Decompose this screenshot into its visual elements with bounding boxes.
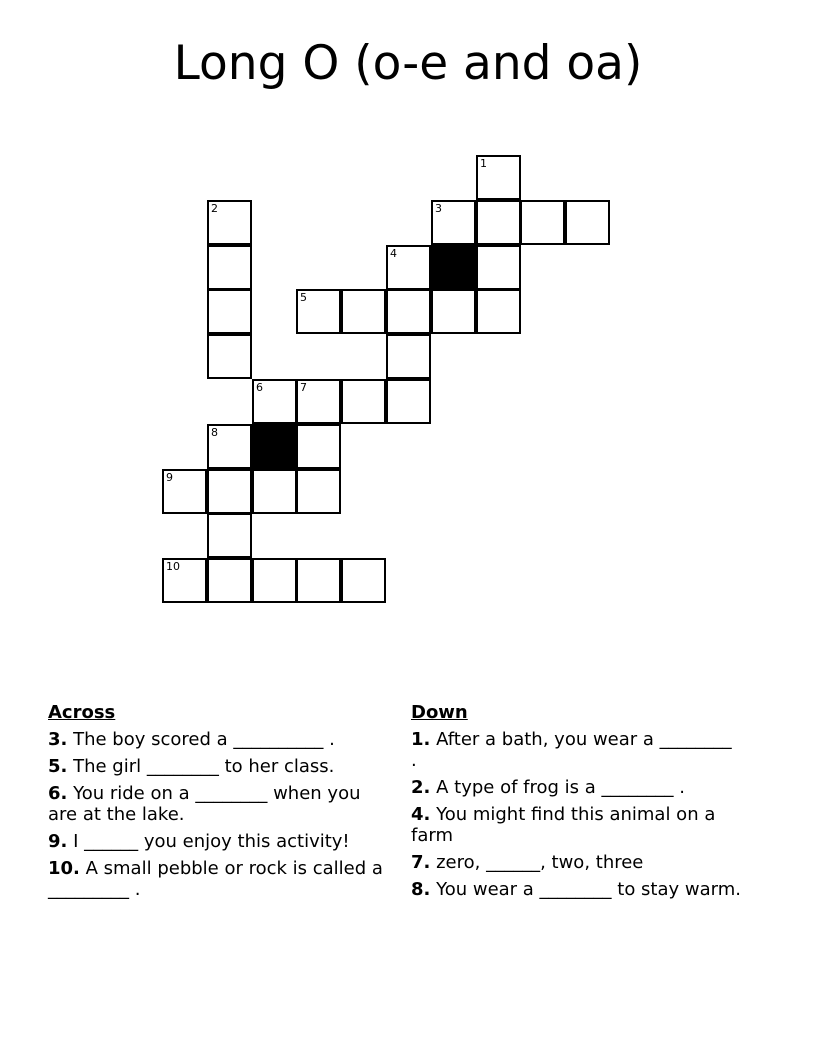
across-clues	[48, 702, 388, 906]
clue-number: 2	[211, 202, 218, 215]
black-cell	[252, 424, 297, 469]
clue-number: 6.	[48, 783, 68, 804]
across-clue	[48, 783, 388, 825]
clue-number: 9	[166, 471, 173, 484]
clue-number: 3.	[48, 729, 68, 750]
clue-number: 1.	[411, 729, 431, 750]
across-clue	[48, 729, 388, 750]
clue-number: 4	[390, 247, 397, 260]
grid-cell[interactable]	[476, 155, 521, 200]
grid-cell[interactable]	[162, 558, 207, 603]
grid-cell[interactable]	[207, 513, 252, 558]
grid-cell[interactable]	[296, 424, 341, 469]
grid-cell[interactable]	[252, 469, 297, 514]
grid-cell[interactable]	[341, 289, 386, 334]
grid-cell[interactable]	[207, 469, 252, 514]
grid-cell[interactable]	[431, 289, 476, 334]
grid-cell[interactable]	[565, 200, 610, 245]
grid-cell[interactable]	[207, 245, 252, 290]
grid-cell[interactable]	[296, 379, 341, 424]
black-cell	[431, 245, 476, 290]
clue-text: The girl ________ to her class.	[67, 756, 335, 777]
grid-cell[interactable]	[341, 379, 386, 424]
grid-cell[interactable]	[386, 289, 431, 334]
clue-number: 5	[300, 291, 307, 304]
clue-text: You ride on a ________ when you are at the lake.	[48, 783, 361, 825]
across-clue	[48, 756, 388, 777]
down-clue	[411, 729, 741, 771]
clue-number: 9.	[48, 831, 68, 852]
clue-text: A type of frog is a ________ .	[430, 777, 685, 798]
grid-cell[interactable]	[207, 289, 252, 334]
grid-cell[interactable]	[386, 334, 431, 379]
clue-number: 1	[480, 157, 487, 170]
clue-number: 5.	[48, 756, 68, 777]
clue-number: 7	[300, 381, 307, 394]
clue-text: You might find this animal on a farm	[411, 804, 716, 846]
grid-cell[interactable]	[296, 558, 341, 603]
clue-number: 8.	[411, 879, 431, 900]
clue-number: 6	[256, 381, 263, 394]
grid-cell[interactable]	[341, 558, 386, 603]
down-clues	[411, 702, 741, 906]
across-clue	[48, 858, 388, 900]
clue-number: 8	[211, 426, 218, 439]
grid-cell[interactable]	[476, 289, 521, 334]
grid-cell[interactable]	[296, 289, 341, 334]
clue-number: 4.	[411, 804, 431, 825]
clue-number: 10.	[48, 858, 80, 879]
across-clue	[48, 831, 388, 852]
grid-cell[interactable]	[431, 200, 476, 245]
grid-cell[interactable]	[476, 200, 521, 245]
clue-text: A small pebble or rock is called a _________ .	[48, 858, 383, 900]
grid-cell[interactable]	[207, 200, 252, 245]
clue-text: You wear a ________ to stay warm.	[430, 879, 741, 900]
grid-cell[interactable]	[386, 379, 431, 424]
grid-cell[interactable]	[207, 424, 252, 469]
clue-number: 7.	[411, 852, 431, 873]
grid-cell[interactable]	[207, 334, 252, 379]
clue-text: The boy scored a __________ .	[67, 729, 335, 750]
grid-cell[interactable]	[162, 469, 207, 514]
grid-cell[interactable]	[296, 469, 341, 514]
down-clue	[411, 777, 741, 798]
clue-number: 3	[435, 202, 442, 215]
grid-cell[interactable]	[386, 245, 431, 290]
grid-cell[interactable]	[207, 558, 252, 603]
page-title: Long O (o-e and oa)	[173, 36, 643, 91]
clue-number: 10	[166, 560, 180, 573]
clue-text: zero, ______, two, three	[430, 852, 644, 873]
grid-cell[interactable]	[252, 558, 297, 603]
down-heading: Down	[411, 702, 468, 723]
grid-cell[interactable]	[476, 245, 521, 290]
clue-number: 2.	[411, 777, 431, 798]
clue-text: I ______ you enjoy this activity!	[67, 831, 350, 852]
clue-text: After a bath, you wear a ________ .	[411, 729, 732, 771]
down-clue	[411, 804, 741, 846]
across-heading: Across	[48, 702, 116, 723]
grid-cell[interactable]	[252, 379, 297, 424]
grid-cell[interactable]	[520, 200, 565, 245]
down-clue	[411, 852, 741, 873]
down-clue	[411, 879, 741, 900]
